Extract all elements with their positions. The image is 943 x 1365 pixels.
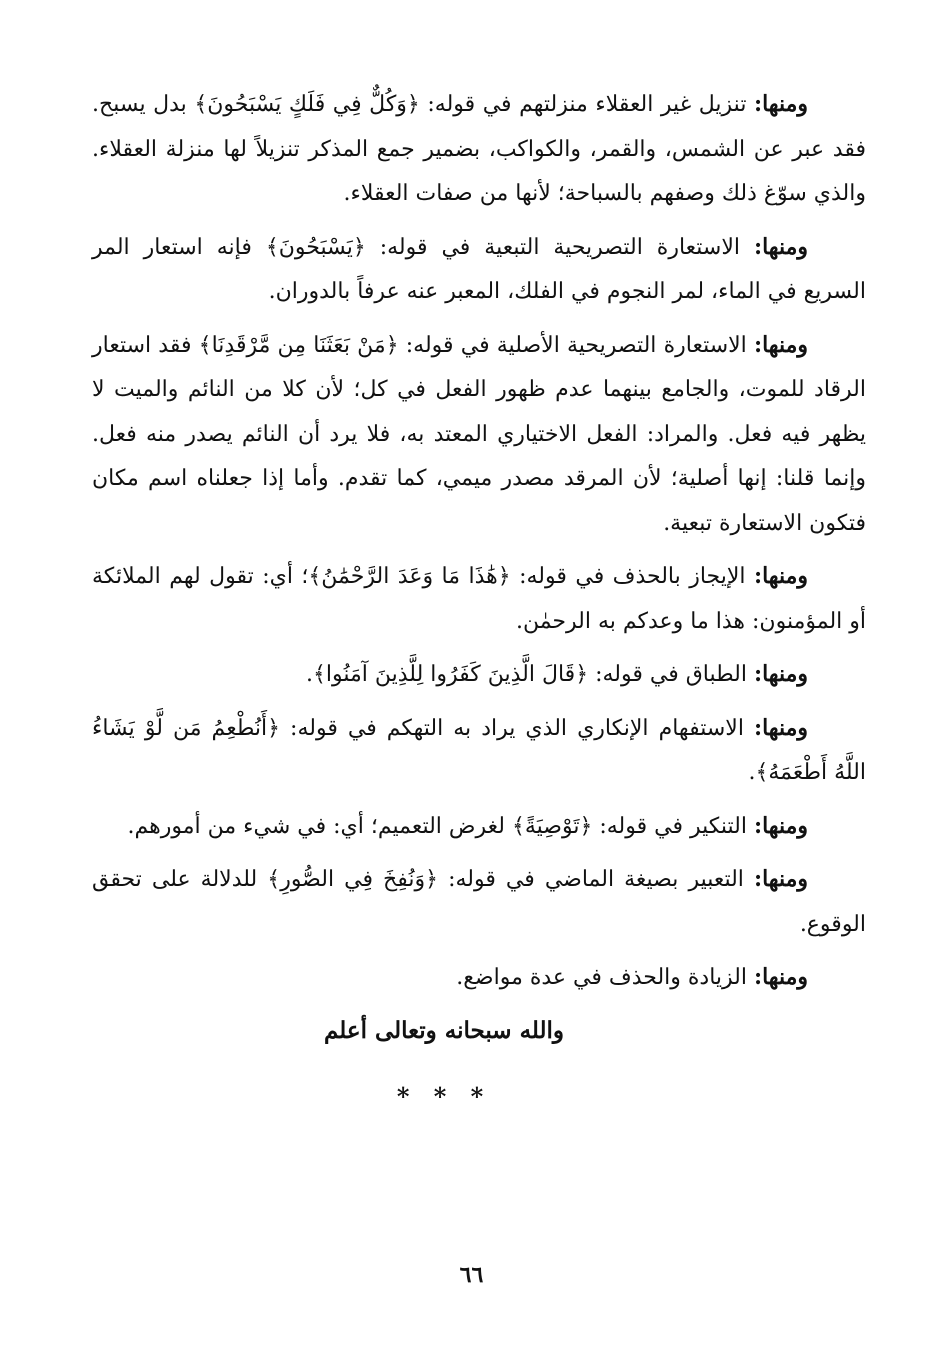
paragraph-lead: ومنها: <box>753 964 808 990</box>
paragraph-text: الاستعارة التصريحية الأصلية في قوله: ﴿مَنْ بَعَثَنَا مِن مَّرْقَدِنَا﴾ فقد استعار الرقاد للموت، والجامع بينهما عدم ظهور الفعل في كل؛ لأن كلا من النائم والميت لا يظهر فيه فعل. والمراد: الفعل الاختياري المعتد به، فلا يرد أن النائم يصدر منه فعل. وإنما قلنا: إنها أصلية؛ لأن المرقد مصدر ميمي، كما تقدم. وأما إذا جعلناه اسم مكان فتكون الاستعارة تبعية. <box>92 332 866 536</box>
paragraph-text: الطباق في قوله: ﴿قَالَ الَّذِينَ كَفَرُوا لِلَّذِينَ آمَنُوا﴾. <box>306 662 754 687</box>
paragraph <box>92 804 866 850</box>
closing-line: والله سبحانه وتعالى أعلم <box>323 1016 565 1044</box>
paragraph <box>92 706 866 796</box>
page-body <box>92 82 866 1120</box>
paragraph-lead: ومنها: <box>753 331 808 358</box>
section-divider-stars: * * * <box>396 1082 492 1111</box>
paragraph-text: الزيادة والحذف في عدة مواضع. <box>456 965 754 990</box>
paragraph-text: التعبير بصيغة الماضي في قوله: ﴿وَنُفِخَ فِي الصُّورِ﴾ للدلالة على تحقق الوقوع. <box>92 867 866 937</box>
paragraph-text: تنزيل غير العقلاء منزلتهم في قوله: ﴿وَكُلٌّ فِي فَلَكٍ يَسْبَحُونَ﴾ بدل يسبح. فقد عبر عن الشمس، والقمر، والكواكب، بضمير جمع المذكر تنزيلاً لها منزلة العقلاء. والذي سوّغ ذلك وصفهم بالسباحة؛ لأنها من صفات العقلاء. <box>92 92 866 206</box>
paragraph <box>92 225 866 315</box>
paragraph-lead: ومنها: <box>753 812 808 839</box>
page-number: ٦٦ <box>459 1262 484 1288</box>
paragraph-text: الاستعارة التصريحية التبعية في قوله: ﴿يَسْبَحُونَ﴾ فإنه استعار المر السريع في الماء، لمر النجوم في الفلك، المعبر عنه عرفاً بالدوران. <box>92 234 866 304</box>
paragraph-text: التنكير في قوله: ﴿تَوْصِيَةً﴾ لغرض التعميم؛ أي: في شيء من أمورهم. <box>127 813 754 839</box>
paragraph <box>92 82 866 217</box>
paragraph <box>92 857 866 947</box>
paragraph-text: الإيجاز بالحذف في قوله: ﴿هَٰذَا مَا وَعَدَ الرَّحْمَٰنُ﴾؛ أي: تقول لهم الملائكة أو المؤمنون: هذا ما وعدكم به الرحمٰن. <box>92 564 866 634</box>
paragraph <box>92 554 866 644</box>
paragraph <box>92 955 866 1001</box>
paragraph-lead: ومنها: <box>753 91 808 117</box>
paragraph-lead: ومنها: <box>753 866 808 892</box>
paragraph-lead: ومنها: <box>753 714 808 741</box>
paragraph <box>92 323 866 547</box>
paragraph-lead: ومنها: <box>753 563 808 589</box>
paragraph-text: الاستفهام الإنكاري الذي يراد به التهكم في قوله: ﴿أَنُطْعِمُ مَن لَّوْ يَشَاءُ اللَّهُ أَطْعَمَهُ﴾. <box>92 715 866 785</box>
paragraph-lead: ومنها: <box>753 233 808 260</box>
paragraph <box>92 652 866 698</box>
paragraph-lead: ومنها: <box>753 661 808 687</box>
